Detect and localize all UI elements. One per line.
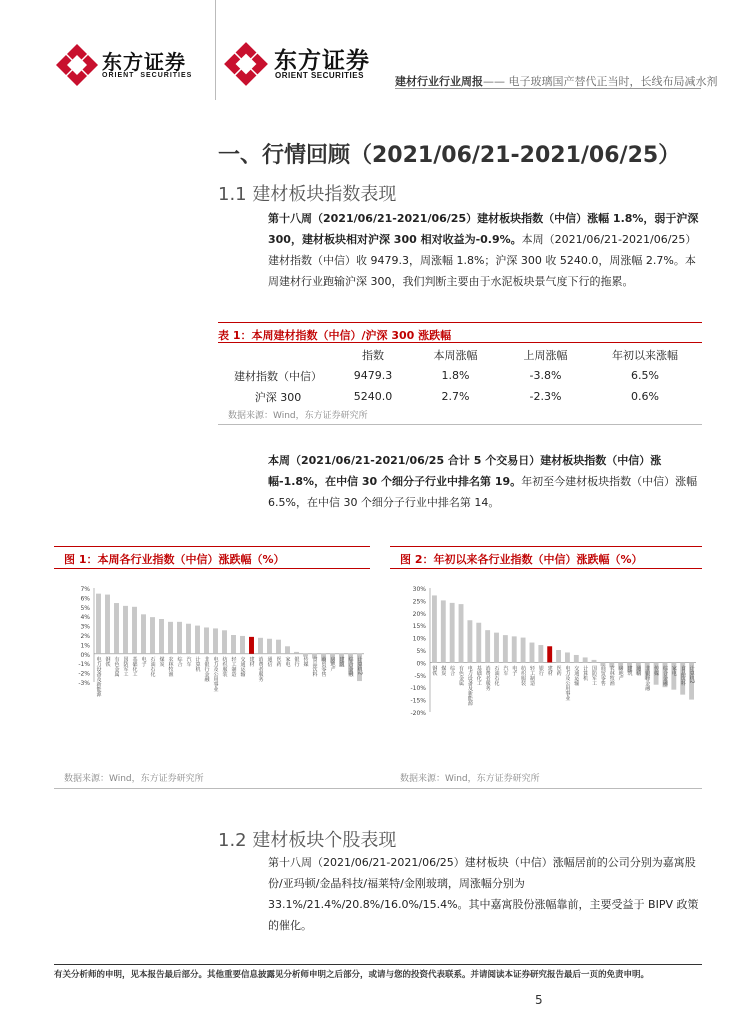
report-header [395, 73, 718, 89]
category-label: 钢铁 [104, 656, 111, 667]
figure-source: 数据来源：Wind，东方证券研究所 [400, 774, 540, 784]
table-cell: 6.5% [631, 369, 659, 382]
bar-医药 [276, 640, 281, 654]
bar-电力设备及新能源 [467, 620, 472, 662]
category-label: 商贸零售 [599, 665, 606, 686]
bar-医药 [556, 650, 561, 662]
category-label: 交通运输 [573, 665, 580, 686]
footer-rule [54, 964, 702, 965]
y-tick-label: -1% [78, 661, 90, 669]
category-label: 石油石化 [493, 665, 500, 686]
paragraph-text: 本周（2021/06/21-2021/06/25）建材指数（中信）收 9479.3，周涨幅 1.8%；沪深 300 收 5240.0，周涨幅 2.7%。本周建材行业跑输沪深 300，我们判断主要由于水泥板块景气度下行的拖累。 [268, 233, 697, 288]
figure-title: 图 1：本周各行业指数（中信）涨跌幅（%） [64, 553, 285, 566]
table-cell: -3.8% [529, 369, 562, 382]
category-label: 煤炭 [158, 656, 165, 667]
bar-农林牧渔 [168, 622, 173, 654]
table-bottom-rule [218, 424, 702, 425]
category-label: 电力及公用事业 [564, 665, 571, 701]
y-tick-label: 25% [412, 598, 426, 606]
category-label: 消费者服务 [484, 665, 491, 691]
y-tick-label: 3% [80, 623, 90, 631]
bar-家电 [285, 646, 290, 654]
bar-纺织服装 [222, 630, 227, 654]
category-label: 汽车 [502, 665, 509, 676]
bar-综合 [450, 603, 455, 663]
category-label: 农林牧渔 [167, 656, 174, 677]
category-label: 轻工制造 [230, 656, 237, 677]
category-label: 纺织服装 [520, 665, 527, 686]
category-label: 电力及公用事业 [212, 656, 219, 692]
category-label: 建筑 [338, 656, 345, 667]
y-tick-label: -20% [410, 710, 426, 717]
category-label: 建筑 [626, 665, 633, 676]
bar-消费者服务 [485, 630, 490, 662]
category-label: 汽车 [185, 656, 192, 667]
category-label: 房地产 [329, 656, 336, 672]
category-label: 医药 [275, 656, 282, 667]
category-label: 基础化工 [131, 656, 138, 677]
category-label: 食品饮料 [311, 656, 318, 677]
category-label: 电力设备及新能源 [466, 665, 473, 706]
table-cell: 9479.3 [353, 369, 393, 382]
bar-轻工制造 [231, 635, 236, 654]
bar-国防军工 [592, 660, 597, 662]
bar-有色金属 [114, 603, 119, 654]
table-header-cell: 本周涨幅 [433, 348, 478, 362]
category-label: 综合金融 [661, 665, 668, 686]
category-label: 家电 [670, 665, 677, 676]
page-number: 5 [535, 993, 543, 1007]
subsection-title: 1.2 建材板块个股表现 [218, 830, 397, 851]
category-label: 食品饮料 [679, 665, 686, 686]
bar-汽车 [186, 624, 191, 654]
table-top-rule [218, 322, 702, 323]
category-label: 综合金融 [347, 656, 354, 677]
category-label: 非银行金融 [203, 656, 210, 682]
bar-计算机 [583, 657, 588, 662]
brand-name-en: ORIENT SECURITIES [102, 72, 193, 79]
category-label: 轻工制造 [528, 665, 535, 686]
y-tick-label: 20% [412, 610, 426, 618]
y-tick-label: 0% [416, 660, 426, 668]
bar-建材 [249, 637, 254, 654]
category-label: 计算机 [194, 656, 201, 672]
category-label: 电子 [140, 656, 147, 667]
table-source: 数据来源：Wind，东方证券研究所 [228, 411, 368, 421]
category-label: 计算机2 [688, 665, 695, 684]
brand-name-cn: 东方证券 [274, 47, 370, 73]
table-header-cell: 年初以来涨幅 [612, 348, 678, 362]
category-label: 纺织服装 [221, 656, 228, 677]
bar-电力及公用事业 [565, 652, 570, 662]
category-label: 钢铁 [431, 665, 438, 676]
bar-电力设备及新能源 [96, 594, 101, 654]
figure-title-rule [390, 568, 702, 569]
bar-钢铁 [105, 595, 110, 654]
table-header-cell: 指数 [362, 348, 384, 362]
brand-name-cn: 东方证券 [102, 52, 186, 74]
category-label: 商贸零售 [320, 656, 327, 677]
category-label: 国防军工 [591, 665, 598, 686]
category-label: 煤炭 [440, 665, 447, 676]
category-label: 传媒 [302, 656, 309, 667]
y-tick-label: 1% [80, 642, 90, 650]
y-tick-label: 0% [80, 651, 90, 659]
bar-通信 [267, 639, 272, 654]
table-cell: 2.7% [441, 390, 470, 403]
figure-title-rule [54, 568, 370, 569]
paragraph-ranking [268, 450, 700, 513]
table-cell: 1.8% [441, 369, 470, 382]
bar-消费者服务 [258, 638, 263, 654]
y-tick-label: 10% [412, 635, 426, 643]
bar-银行 [294, 652, 299, 654]
paragraph-text: 年初至今建材板块指数（中信）涨幅 6.5%，在中信 30 个细分子行业中排名第 14。 [268, 475, 698, 509]
header-logo-large [222, 40, 392, 86]
category-label: 传媒 [653, 665, 660, 676]
subsection-title: 1.1 建材板块指数表现 [218, 184, 397, 205]
category-label: 医药 [555, 665, 562, 676]
category-label: 通信 [635, 665, 642, 676]
paragraph-bold: 本周（2021/06/21-2021/06/25 合计 5 个交易日）建材板块指数（中信）涨幅-1.8%，在中信 30 个细分子行业中排名第 19。 [268, 454, 662, 488]
category-label: 电力设备及新能源 [95, 656, 102, 697]
table-cell: 0.6% [631, 390, 659, 403]
bar-电子 [512, 636, 517, 662]
category-label: 计算机 [582, 665, 589, 681]
bar-汽车 [503, 635, 508, 662]
bar-电力及公用事业 [213, 628, 218, 653]
report-label: 建材行业行业周报 [395, 75, 483, 88]
brand-logo-icon [222, 40, 270, 88]
paragraph-stocks: 第十八周（2021/06/21-2021/06/25）建材板块（中信）涨幅居前的公司分别为嘉寓股份/亚玛顿/金晶科技/福莱特/金刚玻璃，周涨幅分别为 33.1%/21.4%/20.8%/16.0%/15.4%。其中嘉寓股份涨幅靠前，主要受益于 BIPV 政策的催化。 [268, 856, 699, 932]
bar-建材 [547, 646, 552, 662]
bar-煤炭 [159, 619, 164, 654]
table-cell: 建材指数（中信） [234, 369, 322, 383]
bar-石油石化 [150, 617, 155, 654]
table-title: 表 1：本周建材指数（中信）/沪深 300 涨跌幅 [218, 329, 452, 342]
table-cell: 5240.0 [353, 390, 393, 403]
y-tick-label: -3% [78, 680, 90, 687]
category-label: 银行 [293, 656, 300, 667]
figure-top-rule [54, 546, 370, 547]
category-label: 房地产 [617, 665, 624, 681]
y-tick-label: 5% [80, 604, 90, 612]
y-tick-label: 2% [80, 633, 90, 640]
weekly-industry-chart [54, 582, 370, 752]
header-divider [215, 0, 216, 100]
bar-轻工制造 [530, 643, 535, 663]
bar-非银行金融 [204, 627, 209, 653]
category-label: 消费者服务 [257, 656, 264, 682]
index-table [218, 344, 702, 407]
y-tick-label: -5% [414, 672, 426, 680]
header-rule [395, 88, 701, 89]
table-row [218, 386, 702, 407]
bar-煤炭 [441, 600, 446, 662]
paragraph-index-performance [268, 208, 700, 292]
table-title-rule [218, 342, 702, 343]
bar-有色金属 [459, 604, 464, 662]
figure-bottom-rule [54, 788, 702, 789]
category-label: 电子 [511, 665, 518, 676]
category-label: 银行 [537, 665, 544, 676]
table-cell: 沪深 300 [254, 390, 302, 404]
category-label: 计算机2 [356, 656, 363, 675]
category-label: 非银行金融 [644, 665, 651, 691]
category-label: 农林牧渔 [608, 665, 615, 686]
report-subtitle: —— 电子玻璃国产替代正当时，长线布局减水剂 [483, 75, 718, 88]
bar-石油石化 [494, 633, 499, 663]
paragraph-bold: 第十八周（2021/06/21-2021/06/25）建材板块指数（中信）涨幅 1.8%，弱于沪深 300，建材板块相对沪深 300 相对收益为-0.9%。 [268, 212, 699, 246]
bar-国防军工 [123, 606, 128, 654]
category-label: 基础化工 [475, 665, 482, 686]
table-cell: -2.3% [529, 390, 562, 403]
table-header-row [218, 344, 702, 365]
category-label: 家电 [284, 656, 291, 667]
y-tick-label: 7% [80, 586, 90, 593]
category-label: 国防军工 [122, 656, 129, 677]
bar-交通运输 [240, 636, 245, 654]
category-label: 综合 [449, 665, 456, 676]
y-tick-label: -2% [78, 670, 90, 678]
figure-title: 图 2：年初以来各行业指数（中信）涨跌幅（%） [400, 553, 643, 566]
figure-source: 数据来源：Wind，东方证券研究所 [64, 774, 204, 784]
bar-基础化工 [132, 607, 137, 654]
table-row [218, 365, 702, 386]
table-header-cell [218, 344, 338, 365]
ytd-industry-chart [390, 582, 702, 752]
bar-纺织服装 [521, 638, 526, 663]
bar-交通运输 [574, 655, 579, 662]
bar-基础化工 [476, 623, 481, 663]
y-tick-label: 30% [412, 586, 426, 593]
bar-计算机 [195, 626, 200, 654]
brand-name-en: ORIENT SECURITIES [275, 71, 364, 80]
y-tick-label: -15% [410, 697, 426, 705]
category-label: 通信 [266, 656, 273, 667]
y-tick-label: 4% [80, 614, 90, 622]
category-label: 交通运输 [239, 656, 246, 677]
bar-综合 [177, 622, 182, 654]
category-label: 综合 [176, 656, 183, 667]
category-label: 建材 [248, 656, 255, 667]
category-label: 有色金属 [458, 665, 465, 686]
category-label: 有色金属 [113, 656, 120, 677]
category-label: 建材 [546, 665, 553, 676]
y-tick-label: 5% [416, 648, 426, 655]
header-logo-small [54, 42, 204, 88]
table-header-cell: 上周涨幅 [523, 348, 568, 362]
section-title: 一、行情回顾（2021/06/21-2021/06/25） [218, 143, 681, 168]
footer-disclaimer: 有关分析师的申明，见本报告最后部分。其他重要信息披露见分析师申明之后部分，或请与您的投资代表联系。并请阅读本证券研究报告最后一页的免责申明。 [54, 970, 650, 980]
figure-top-rule [390, 546, 702, 547]
bar-银行 [538, 645, 543, 662]
y-tick-label: 6% [80, 595, 90, 603]
category-label: 石油石化 [149, 656, 156, 677]
bar-电子 [141, 614, 146, 653]
bar-钢铁 [432, 595, 437, 662]
y-tick-label: 15% [412, 623, 426, 631]
brand-logo-icon [54, 42, 100, 88]
y-tick-label: -10% [410, 685, 426, 693]
